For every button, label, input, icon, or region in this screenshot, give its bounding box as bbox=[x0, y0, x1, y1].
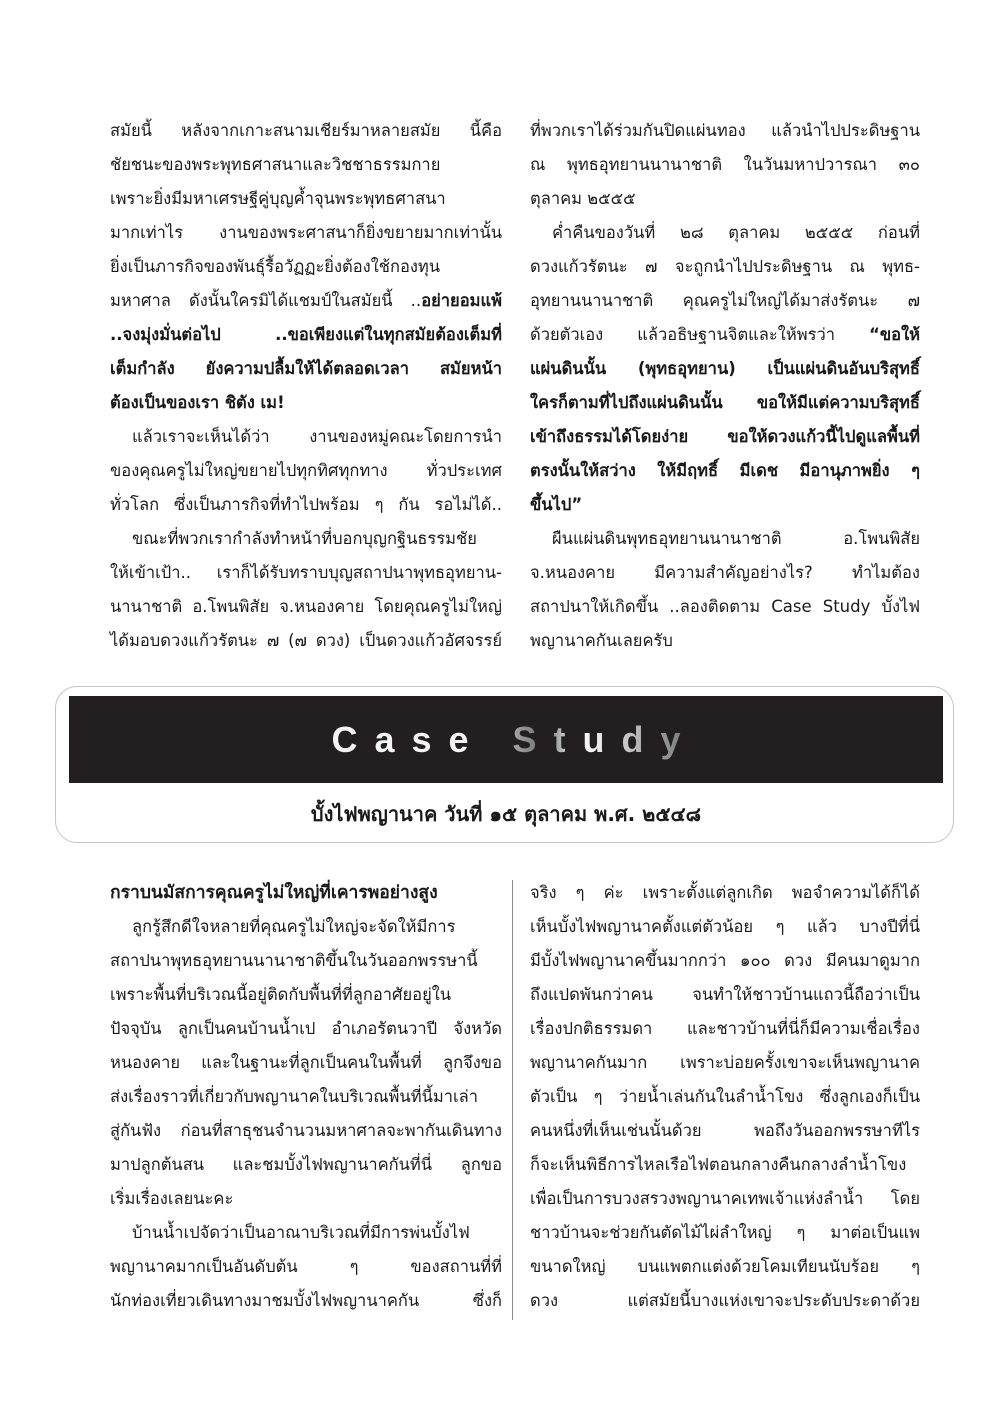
text-line: พญานาคกันเลยครับ bbox=[530, 631, 673, 650]
text-line: ยิ่งเป็นภารกิจของพันธุ์รื้อวัฏฏะยิ่งต้องใช้กองทุน bbox=[110, 257, 441, 276]
text-line: จ.หนองคาย มีความสำคัญอย่างไร? ทำไมต้อง bbox=[530, 563, 920, 582]
text-line: แล้วเราจะเห็นได้ว่า งานของหมู่คณะโดยการนำ bbox=[132, 427, 502, 446]
text-line: สถาปนาให้เกิดขึ้น ..ลองติดตาม Case Study บั้งไฟ bbox=[530, 597, 920, 616]
text-line bbox=[110, 284, 502, 318]
bold-text-run: “ขอให้ bbox=[869, 325, 920, 344]
bottom-left-column bbox=[110, 876, 502, 1318]
top-left-column bbox=[110, 114, 502, 658]
text-line: มาปลูกต้นสน และชมบั้งไฟพญานาคกันที่นี่ ลูกขอ bbox=[110, 1155, 502, 1174]
text-line: ตัวเป็น ๆ ว่ายน้ำเล่นกันในลำน้ำโขง ซึ่งลูกเองก็เป็น bbox=[530, 1087, 920, 1106]
text-line: ชัยชนะของพระพุทธศาสนาและวิชชาธรรมกาย bbox=[110, 155, 441, 174]
top-right-column bbox=[530, 114, 920, 658]
text-line: หนองคาย และในฐานะที่ลูกเป็นคนในพื้นที่ ลูกจึงขอ bbox=[110, 1053, 502, 1072]
text-line: เรื่องปกติธรรมดา และชาวบ้านที่นี่ก็มีความเชื่อเรื่อง bbox=[530, 1019, 920, 1038]
text-line: ให้เข้าเป้า.. เราก็ได้รับทราบบุญสถาปนาพุทธอุทยาน- bbox=[110, 563, 502, 582]
text-line: ส่งเรื่องราวที่เกี่ยวกับพญานาคในบริเวณพื้นที่นี้มาเล่า bbox=[110, 1087, 479, 1106]
text-line: พญานาคมากเป็นอันดับต้น ๆ ของสถานที่ที่ bbox=[110, 1257, 502, 1276]
text-line: ลูกรู้สึกดีใจหลายที่คุณครูไม่ใหญ่จะจัดให้มีการ bbox=[132, 917, 456, 936]
text-line: เริ่มเรื่องเลยนะคะ bbox=[110, 1189, 234, 1208]
text-line: มากเท่าไร งานของพระศาสนาก็ยิ่งขยายมากเท่านั้น bbox=[110, 223, 502, 242]
text-line: ผืนแผ่นดินพุทธอุทยานนานาชาติ อ.โพนพิสัย bbox=[552, 529, 920, 548]
text-line: สู่กันฟัง ก่อนที่สาธุชนจำนวนมหาศาลจะพากันเดินทาง bbox=[110, 1121, 502, 1140]
text-line: เพราะพื้นที่บริเวณนี้อยู่ติดกับพื้นที่ที่ลูกอาศัยอยู่ใน bbox=[110, 985, 452, 1004]
text-line: ณ พุทธอุทยานนานาชาติ ในวันมหาปวารณา ๓๐ bbox=[530, 155, 920, 174]
text-line: ค่ำคืนของวันที่ ๒๘ ตุลาคม ๒๕๕๕ ก่อนที่ bbox=[552, 223, 920, 242]
text-line: ทั่วโลก ซึ่งเป็นภารกิจที่ทำไปพร้อม ๆ กัน รอไม่ได้.. bbox=[110, 495, 502, 514]
text-line: ก็จะเห็นพิธีการไหลเรือไฟตอนกลางคืนกลางลำน้ำโขง bbox=[530, 1155, 907, 1174]
bold-text-line: ใครก็ตามที่ไปถึงแผ่นดินนั้น ขอให้มีแต่ความบริสุทธิ์ bbox=[530, 393, 920, 412]
text-line: ดวง แต่สมัยนี้บางแห่งเขาจะประดับประดาด้วย bbox=[530, 1291, 920, 1310]
text-line: สมัยนี้ หลังจากเกาะสนามเชียร์มาหลายสมัย นี้คือ bbox=[110, 121, 502, 140]
text-line: เพื่อเป็นการบวงสรวงพญานาคเทพเจ้าแห่งลำน้ำ โดย bbox=[530, 1189, 920, 1208]
bold-text-line: ตรงนั้นให้สว่าง ให้มีฤทธิ์ มีเดช มีอานุภาพยิ่ง ๆ bbox=[530, 461, 920, 480]
column-divider bbox=[512, 880, 513, 1320]
text-line: อุทยานนานาชาติ คุณครูไม่ใหญ่ได้มาส่งรัตนะ ๗ bbox=[530, 291, 920, 310]
text-line: นานาชาติ อ.โพนพิสัย จ.หนองคาย โดยคุณครูไม่ใหญ่ bbox=[110, 597, 502, 616]
text-run: ด้วยตัวเอง แล้วอธิษฐานจิตและให้พรว่า bbox=[530, 325, 870, 344]
text-line: ของคุณครูไม่ใหญ่ขยายไปทุกทิศทุกทาง ทั่วประเทศ bbox=[110, 461, 502, 480]
section-heading: กราบนมัสการคุณครูไม่ใหญ่ที่เคารพอย่างสูง bbox=[110, 883, 438, 903]
text-line: เห็นบั้งไฟพญานาคตั้งแต่ตัวน้อย ๆ แล้ว บางปีที่นี่ bbox=[530, 917, 920, 936]
bold-text-run: อย่ายอมแพ้ bbox=[421, 291, 502, 310]
text-line: ขณะที่พวกเรากำลังทำหน้าที่บอกบุญกฐินธรรมชัย bbox=[132, 529, 477, 548]
text-line: ขนาดใหญ่ บนแพตกแต่งด้วยโคมเทียนนับร้อย ๆ bbox=[530, 1257, 920, 1276]
bold-text-line: ต้องเป็นของเรา ชิตัง เม! bbox=[110, 393, 285, 412]
text-line: บ้านน้ำเปจัดว่าเป็นอาณาบริเวณที่มีการพ่นบั้งไฟ bbox=[132, 1223, 470, 1242]
bottom-right-column bbox=[530, 876, 920, 1318]
text-line: พญานาคกันมาก เพราะบ่อยครั้งเขาจะเห็นพญานาค bbox=[530, 1053, 920, 1072]
banner-title: Case Study bbox=[314, 719, 697, 761]
bold-text-line: ..จงมุ่งมั่นต่อไป ..ขอเพียงแต่ในทุกสมัยต้องเต็มที่ bbox=[110, 325, 502, 344]
text-line bbox=[530, 318, 920, 352]
text-line: ได้มอบดวงแก้วรัตนะ ๗ (๗ ดวง) เป็นดวงแก้วอัศจรรย์ bbox=[110, 631, 502, 650]
bold-text-line: เข้าถึงธรรมได้โดยง่าย ขอให้ดวงแก้วนี้ไปดูแลพื้นที่ bbox=[530, 427, 920, 446]
text-line: นักท่องเที่ยวเดินทางมาชมบั้งไฟพญานาคกัน ซึ่งก็ bbox=[110, 1291, 502, 1310]
text-line: ดวงแก้วรัตนะ ๗ จะถูกนำไปประดิษฐาน ณ พุทธ- bbox=[530, 257, 920, 276]
text-line: ชาวบ้านจะช่วยกันตัดไม้ไผ่ลำใหญ่ ๆ มาต่อเป็นแพ bbox=[530, 1223, 920, 1242]
text-line: ตุลาคม ๒๕๕๕ bbox=[530, 189, 636, 208]
banner-bar bbox=[69, 696, 943, 783]
text-line: ที่พวกเราได้ร่วมกันปิดแผ่นทอง แล้วนำไปประดิษฐาน bbox=[530, 121, 920, 140]
bold-text-line: ขึ้นไป” bbox=[530, 495, 583, 514]
text-line: ถึงแปดพันกว่าคน จนทำให้ชาวบ้านแถวนี้ถือว่าเป็น bbox=[530, 985, 920, 1004]
text-line: คนหนึ่งที่เห็นเช่นนั้นด้วย พอถึงวันออกพรรษาทีไร bbox=[530, 1121, 920, 1140]
bold-text-line: เต็มกำลัง ยังความปลื้มให้ได้ตลอดเวลา สมัยหน้า bbox=[110, 359, 502, 378]
text-line: มีบั้งไฟพญานาคขึ้นมากกว่า ๑๐๐ ดวง มีคนมาดูมาก bbox=[530, 951, 920, 970]
text-run: มหาศาล ดังนั้นใครมิได้แชมป์ในสมัยนี้ .. bbox=[110, 291, 422, 310]
text-line: เพราะยิ่งมีมหาเศรษฐีคู่บุญค้ำจุนพระพุทธศาสนา bbox=[110, 189, 446, 208]
banner-subtitle: บั้งไฟพญานาค วันที่ ๑๕ ตุลาคม พ.ศ. ๒๕๔๘ bbox=[310, 802, 702, 826]
text-line: จริง ๆ ค่ะ เพราะตั้งแต่ลูกเกิด พอจำความได้ก็ได้ bbox=[530, 883, 920, 902]
text-line: ปัจจุบัน ลูกเป็นคนบ้านน้ำเป อำเภอรัตนวาปี จังหวัด bbox=[110, 1019, 502, 1038]
bold-text-line: แผ่นดินนั้น (พุทธอุทยาน) เป็นแผ่นดินอันบริสุทธิ์ bbox=[530, 359, 920, 378]
text-line: สถาปนาพุทธอุทยานนานาชาติขึ้นในวันออกพรรษานี้ bbox=[110, 951, 478, 970]
